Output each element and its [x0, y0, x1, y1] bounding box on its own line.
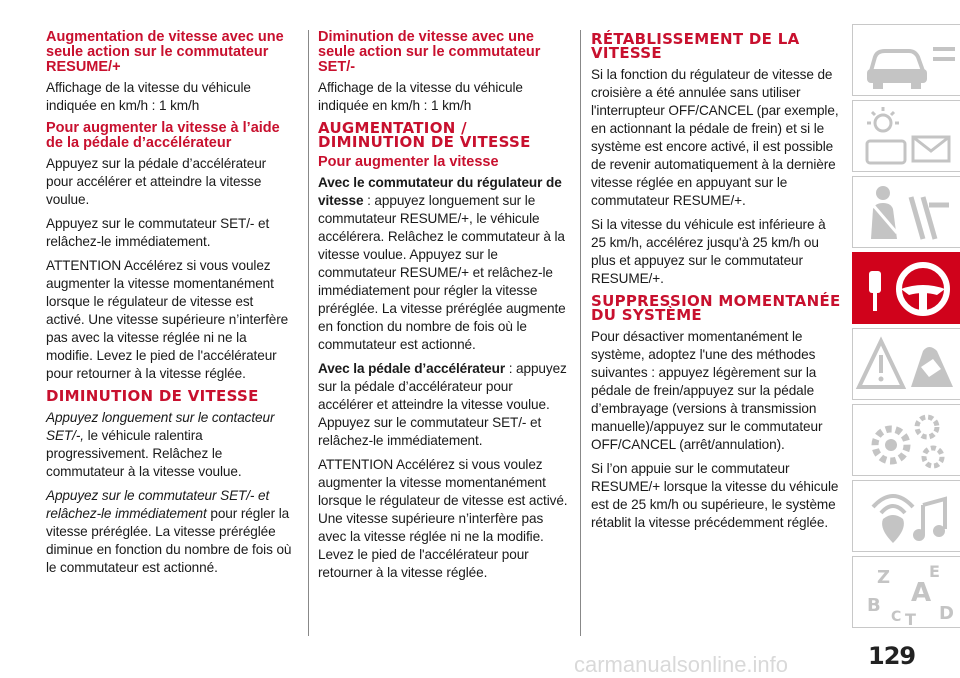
paragraph: [46, 487, 294, 577]
attention-paragraph: ATTENTION Accélérez si vous voulez augmenter la vitesse momentanément lorsque le régulateur de vitesse est activé. Une vitesse supérieure n’interfère pas avec la vitesse réglée ni ne la modifie. Levez le pied de l'accélérateur pour retourner à la vitesse réglée.: [46, 258, 289, 381]
paragraph: Affichage de la vitesse du véhicule indiquée en km/h : 1 km/h: [46, 80, 251, 113]
index-letter: Z: [877, 567, 891, 588]
column-2: [318, 30, 568, 588]
tab-index[interactable]: [852, 556, 960, 628]
seatbelt-icon: [853, 177, 960, 249]
index-letter: B: [867, 595, 881, 616]
text: pour régler la vitesse préréglée. La vitesse préréglée diminue en fonction du nombre de fois où le commutateur est actionné.: [46, 506, 292, 575]
text: : appuyez sur la pédale d’accélérateur pour accélérer et atteindre la vitesse voulue. Appuyez sur le commutateur SET/- et relâchez-le immédiatement.: [318, 361, 567, 448]
paragraph: Pour désactiver momentanément le système, adoptez l'une des méthodes suivantes : appuyez légèrement sur la pédale de frein/appuyez sur la pédale d’embrayage (versions à transmission manuelle)/appuyez sur le commutateur OFF/CANCEL (arrêt/annulation).: [591, 329, 823, 452]
warning-lights-icon: [853, 101, 960, 173]
section-heading: Diminution de vitesse avec une seule action sur le commutateur SET/-: [318, 29, 541, 75]
paragraph: Si l’on appuie sur le commutateur RESUME/+ lorsque la vitesse du véhicule est de 25 km/h ou supérieure, le système rétablit la vitesse précédemment réglée.: [591, 461, 839, 530]
bold-text: Avec le commutateur du régulateur de vitesse: [318, 175, 562, 208]
attention-paragraph: ATTENTION Accélérez si vous voulez augmenter la vitesse momentanément lorsque le régulateur de vitesse est activé. Une vitesse supérieure n’interfère pas avec la vitesse réglée ni ne la modifie. Levez le pied de l'accélérateur pour retourner à la vitesse réglée.: [318, 457, 568, 580]
bold-text: Avec la pédale d’accélérateur: [318, 361, 506, 376]
gears-icon: [853, 405, 960, 477]
section-heading: Augmentation de vitesse avec une seule action sur le commutateur RESUME/+: [46, 29, 284, 75]
index-letter: C: [891, 609, 902, 625]
tab-safety[interactable]: [852, 176, 960, 248]
italic-text: Appuyez longuement sur le contacteur SET/-,: [46, 410, 275, 443]
watermark: carmanualsonline.info: [574, 652, 789, 677]
tab-emergency[interactable]: [852, 328, 960, 400]
index-letter: A: [911, 578, 932, 608]
section-heading: Pour augmenter la vitesse à l’aide de la pédale d’accélérateur: [46, 120, 280, 151]
paragraph: [318, 360, 568, 450]
paragraph: [46, 409, 294, 481]
paragraph: Appuyez sur la pédale d’accélérateur pour accélérer et atteindre la vitesse voulue.: [46, 156, 267, 207]
index-letter: E: [929, 562, 940, 581]
column-3: [591, 30, 841, 538]
tab-maintenance[interactable]: [852, 404, 960, 476]
tab-multimedia[interactable]: [852, 480, 960, 552]
section-title: RÉTABLISSEMENT DE LA VITESSE: [591, 30, 800, 62]
column-separator: [308, 30, 309, 636]
car-icon: [853, 25, 960, 97]
column-1: [46, 30, 294, 583]
section-title: AUGMENTATION / DIMINUTION DE VITESSE: [318, 119, 531, 151]
page-number: 129: [868, 642, 916, 670]
text: : appuyez longuement sur le commutateur RESUME/+, le véhicule accélérera. Relâchez le commutateur à la vitesse voulue. Appuyez sur le commutateur RESUME/+ et relâchez-le immédiatement pour régler la vitesse préréglée. La vitesse préréglée augmente en fonction du nombre de fois où le commutateur est actionné.: [318, 193, 566, 352]
paragraph: Affichage de la vitesse du véhicule indiquée en km/h : 1 km/h: [318, 80, 523, 113]
column-separator: [580, 30, 581, 636]
paragraph: [318, 174, 568, 354]
tab-dashboard[interactable]: [852, 100, 960, 172]
key-steering-wheel-icon: [853, 253, 960, 325]
paragraph: Appuyez sur le commutateur SET/- et relâchez-le immédiatement.: [46, 216, 270, 249]
italic-text: Appuyez sur le commutateur SET/- et relâchez-le immédiatement: [46, 488, 270, 521]
chapter-tabs: [852, 24, 960, 644]
paragraph: Si la fonction du régulateur de vitesse de croisière a été annulée sans utiliser l'interrupteur OFF/CANCEL (par exemple, en actionnant la pédale de frein) et si le système est encore activé, il est possible de revenir automatiquement à la dernière vitesse réglée en appuyant sur le commutateur RESUME/+.: [591, 67, 839, 208]
section-title: DIMINUTION DE VITESSE: [46, 387, 259, 405]
warning-triangle-icon: [853, 329, 960, 401]
tab-car-knowledge[interactable]: [852, 24, 960, 96]
multimedia-icon: [853, 481, 960, 553]
index-letters-icon: [853, 557, 960, 629]
paragraph: Si la vitesse du véhicule est inférieure à 25 km/h, accélérez jusqu'à 25 km/h ou plus et appuyez sur le commutateur RESUME/+.: [591, 217, 826, 286]
index-letter: T: [905, 610, 916, 629]
tab-starting-and-driving[interactable]: [852, 252, 960, 324]
section-title: SUPPRESSION MOMENTANÉE DU SYSTÈME: [591, 292, 841, 324]
index-letter: D: [939, 603, 954, 624]
section-heading: Pour augmenter la vitesse: [318, 154, 499, 170]
text: le véhicule ralentira progressivement. Relâchez le commutateur à la vitesse voulue.: [46, 428, 242, 479]
